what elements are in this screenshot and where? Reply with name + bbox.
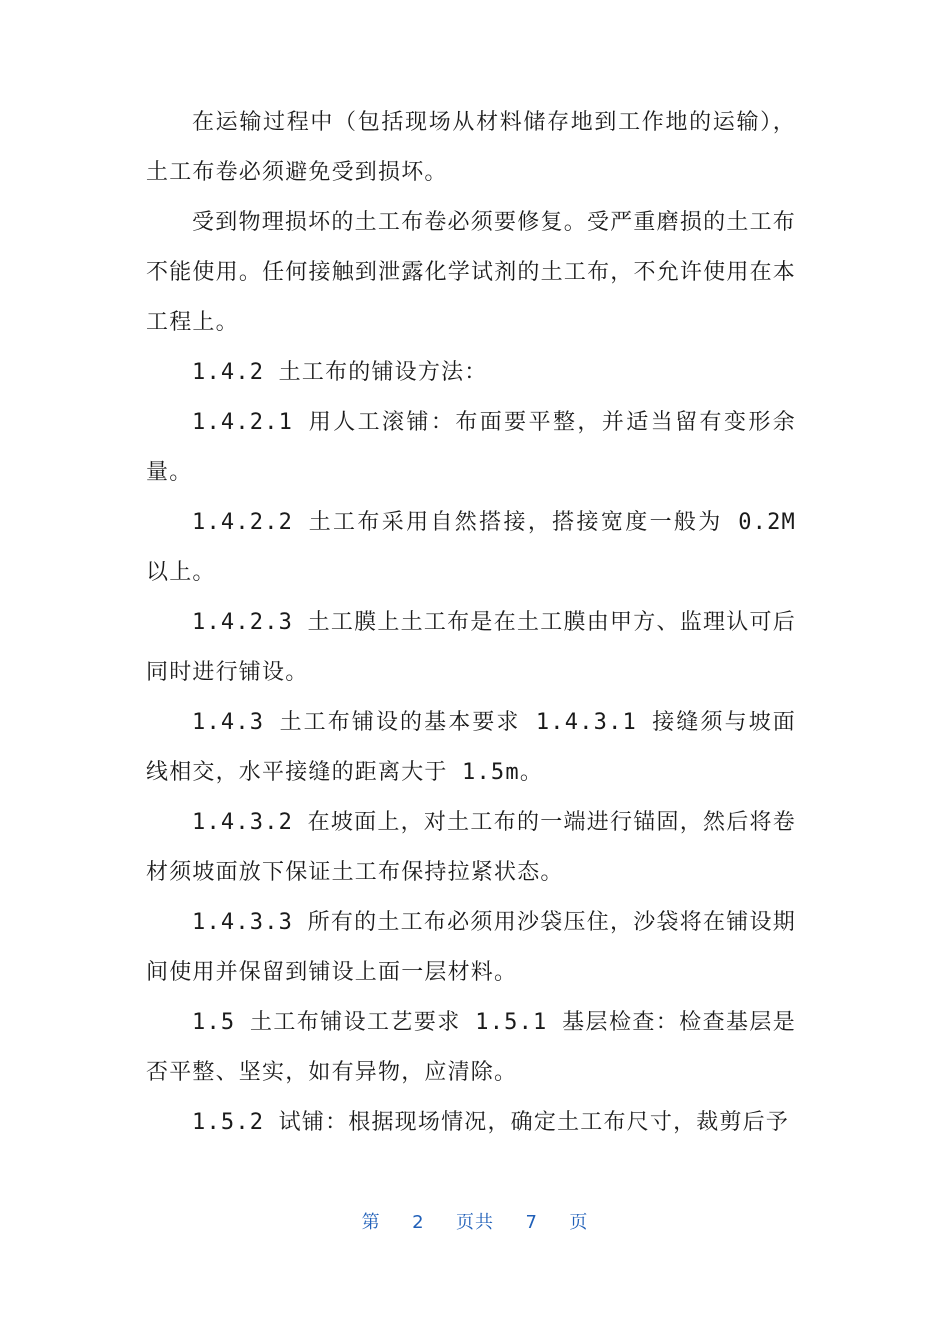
paragraph: 1.4.3.2 在坡面上，对土工布的一端进行锚固，然后将卷材须坡面放下保证土工布保持拉紧状态。 [146, 810, 796, 885]
page-suffix: 页 [569, 1212, 589, 1233]
paragraph: 1.4.3.3 所有的土工布必须用沙袋压住，沙袋将在铺设期间使用并保留到铺设上面一层材料。 [146, 910, 796, 985]
page-prefix: 第 [361, 1212, 381, 1233]
paragraph: 受到物理损坏的土工布卷必须要修复。受严重磨损的土工布不能使用。任何接触到泄露化学试剂的土工布，不允许使用在本工程上。 [146, 210, 796, 335]
paragraph: 1.5 土工布铺设工艺要求 1.5.1 基层检查：检查基层是否平整、坚实，如有异物，应清除。 [146, 1010, 796, 1085]
paragraph: 1.4.3 土工布铺设的基本要求 1.4.3.1 接缝须与坡面线相交，水平接缝的距离大于 1.5m。 [146, 710, 796, 785]
section-heading: 1.4.2 土工布的铺设方法： [192, 360, 488, 385]
document-body [146, 98, 796, 1148]
paragraph: 在运输过程中（包括现场从材料储存地到工作地的运输），土工布卷必须避免受到损坏。 [146, 110, 796, 185]
paragraph: 1.4.2.1 用人工滚铺：布面要平整，并适当留有变形余量。 [146, 410, 796, 485]
paragraph: 1.4.2.2 土工布采用自然搭接，搭接宽度一般为 0.2M 以上。 [146, 510, 796, 585]
paragraph: 1.5.2 试铺：根据现场情况，确定土工布尺寸，裁剪后予 [192, 1110, 790, 1135]
paragraph: 1.4.2.3 土工膜上土工布是在土工膜由甲方、监理认可后同时进行铺设。 [146, 610, 796, 685]
total-pages-number: 7 [525, 1212, 538, 1233]
page-middle: 页共 [456, 1212, 494, 1233]
page-footer [0, 1208, 950, 1234]
current-page-number: 2 [412, 1212, 425, 1233]
